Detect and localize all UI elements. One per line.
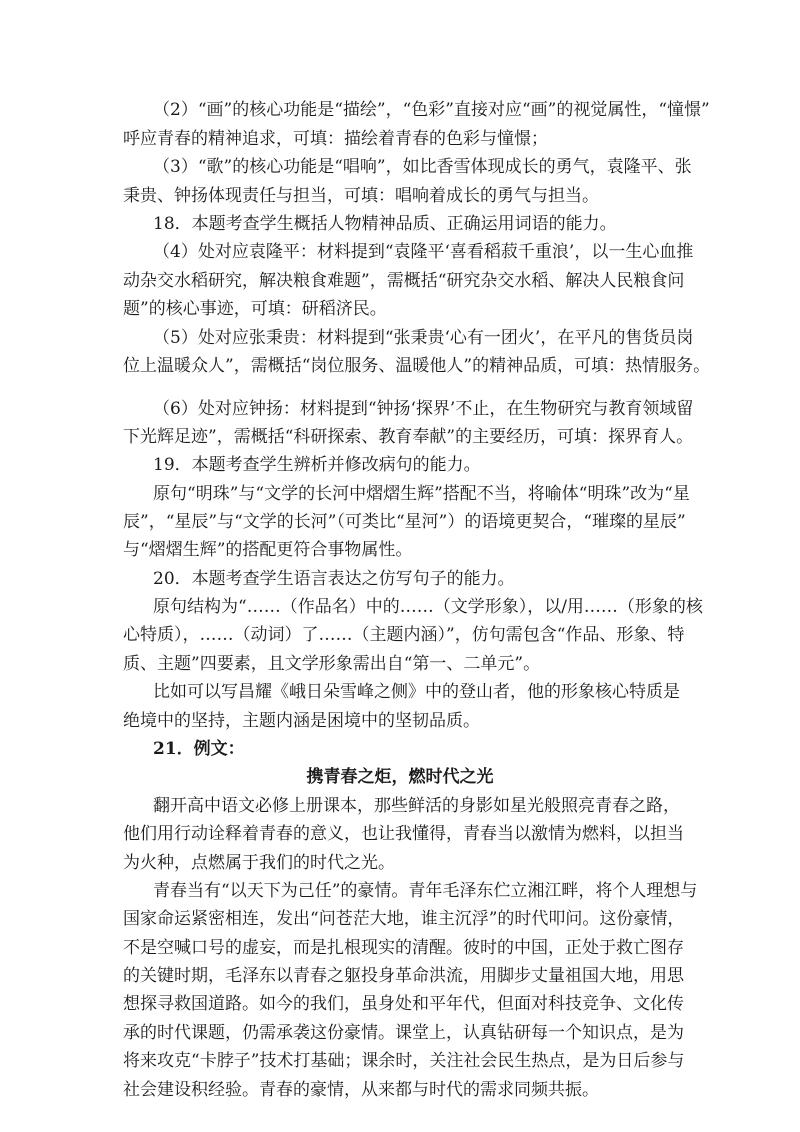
- paragraph-line: 社会建设积经验。青春的豪情，从来都与时代的需求同频共振。: [123, 1080, 599, 1100]
- paragraph-line: 质、主题”四要素，且文学形象需出自“第一、二单元”。: [123, 654, 541, 674]
- paragraph-line: （4）处对应袁隆平：材料提到“袁隆平‘喜看稻菽千重浪’，以一生心血推: [153, 242, 694, 262]
- paragraph-line: （5）处对应张秉贵：材料提到“张秉贵‘心有一团火’，在平凡的售货员岗: [153, 328, 694, 348]
- paragraph-line: 动杂交水稻研究，解决粮食难题”，需概括“研究杂交水稻、解决人民粮食问: [123, 271, 685, 291]
- paragraph-line: 下光辉足迹”，需概括“科研探索、教育奉献”的主要经历，可填：探界育人。: [123, 427, 694, 447]
- paragraph-line: 不是空喊口号的虚妄，而是扎根现实的清醒。彼时的中国，正处于救亡图存: [123, 938, 684, 958]
- paragraph-line: 秉贵、钟扬体现责任与担当，可填：唱响着成长的勇气与担当。: [123, 186, 599, 206]
- paragraph-line: 将来攻克“卡脖子”技术打基础；课余时，关注社会民生热点，是为日后参与: [123, 1051, 685, 1071]
- paragraph-line: （6）处对应钟扬：材料提到“钟扬‘探界’不止，在生物研究与教育领域留: [153, 399, 694, 419]
- question-heading: 21．例文：: [153, 739, 245, 759]
- paragraph-line: 他们用行动诠释着青春的意义，也让我懂得，青春当以激情为燃料，以担当: [123, 824, 684, 844]
- paragraph-line: 呼应青春的精神追求，可填：描绘着青春的色彩与憧憬；: [123, 129, 548, 149]
- paragraph-line: 青春当有“以天下为己任”的豪情。青年毛泽东伫立湘江畔，将个人理想与: [153, 881, 698, 901]
- paragraph-line: 原句“明珠”与“文学的长河中熠熠生辉”搭配不当，将喻体“明珠”改为“星: [153, 484, 690, 504]
- paragraph-line: 辰”，“星辰”与“文学的长河”（可类比“星河”）的语境更契合，“璀璨的星辰”: [123, 512, 686, 532]
- question-heading: 19．本题考查学生辨析并修改病句的能力。: [153, 455, 481, 475]
- paragraph-line: 翻开高中语文必修上册课本，那些鲜活的身影如星光般照亮青春之路，: [153, 796, 680, 816]
- paragraph-line: （2）“画”的核心功能是“描绘”，“色彩”直接对应“画”的视觉属性，“憧憬”: [153, 100, 710, 120]
- essay-title: 携青春之炬，燃时代之光: [306, 767, 494, 787]
- question-heading: 20．本题考查学生语言表达之仿写句子的能力。: [153, 569, 515, 589]
- paragraph-line: 为火种，点燃属于我们的时代之光。: [123, 853, 395, 873]
- paragraph-line: 心特质），……（动词）了……（主题内涵）”，仿句需包含“作品、形象、特: [123, 625, 685, 645]
- paragraph-line: （3）“歌”的核心功能是“唱响”，如比香雪体现成长的勇气，袁隆平、张: [153, 157, 692, 177]
- paragraph-line: 的关键时期，毛泽东以青春之躯投身革命洪流，用脚步丈量祖国大地，用思: [123, 966, 684, 986]
- paragraph-line: 原句结构为“……（作品名）中的……（文学形象），以/用……（形象的核: [153, 597, 703, 617]
- paragraph-line: 比如可以写昌耀《峨日朵雪峰之侧》中的登山者，他的形象核心特质是: [153, 682, 680, 702]
- paragraph-line: 位上温暖众人”，需概括“岗位服务、温暖他人”的精神品质，可填：热情服务。: [123, 356, 711, 376]
- paragraph-line: 与“熠熠生辉”的搭配更符合事物属性。: [123, 540, 413, 560]
- paragraph-line: 题”的核心事迹，可填：研稻济民。: [123, 299, 387, 319]
- paragraph-line: 国家命运紧密相连，发出“问苍茫大地，谁主沉浮”的时代叩问。这份豪情，: [123, 909, 685, 929]
- question-heading: 18．本题考查学生概括人物精神品质、正确运用词语的能力。: [153, 214, 617, 234]
- paragraph-line: 承的时代课题，仍需承袭这份豪情。课堂上，认真钻研每一个知识点，是为: [123, 1023, 684, 1043]
- paragraph-line: 想探寻救国道路。如今的我们，虽身处和平年代，但面对科技竞争、文化传: [123, 994, 684, 1014]
- paragraph-line: 绝境中的坚持，主题内涵是困境中的坚韧品质。: [123, 711, 480, 731]
